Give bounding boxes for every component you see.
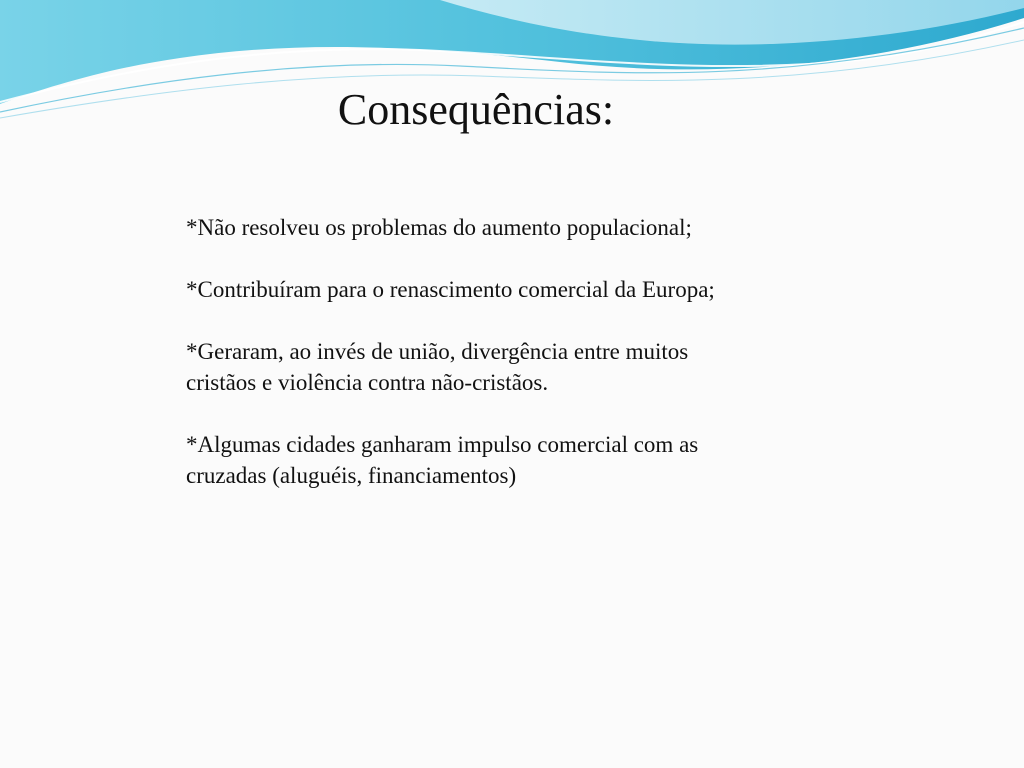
list-item: *Geraram, ao invés de união, divergência entre muitos cristãos e violência contra não-cristãos. <box>186 339 689 395</box>
bullet-list <box>186 212 746 522</box>
slide-title: Consequências: <box>337 85 615 134</box>
list-item: *Algumas cidades ganharam impulso comercial com as cruzadas (aluguéis, financiamentos) <box>186 432 699 488</box>
list-item: *Não resolveu os problemas do aumento populacional; <box>186 215 692 240</box>
list-item: *Contribuíram para o renascimento comercial da Europa; <box>186 277 715 302</box>
